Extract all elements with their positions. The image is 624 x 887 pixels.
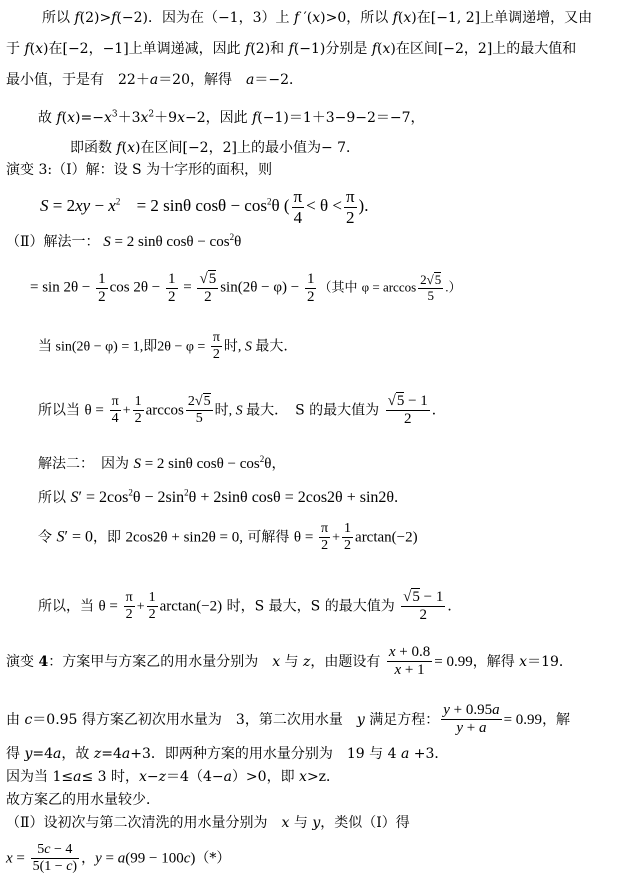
- text-line-20: 故方案乙的用水量较少．: [6, 792, 160, 808]
- text-line-11: 所以当 θ = $\frac{\pi}{4}$ + $\frac{1}{2}$ arccos $\frac{2√5}{5}$ 时, S 最大． S 的最大值为 $\frac{√5 - 1}{2}$ ．: [38, 393, 446, 428]
- text-line-4: 故 $f(x)=-x^3+3x^2+9x-2$，因此 f(−1)＝1＋3−9−2＝−7，: [38, 109, 425, 126]
- text-line-15: 所以，当 θ = $\frac{\pi}{2}$ + $\frac{1}{2}$ arctan(−2) 时，S 最大，S 的最大值为 $\frac{√5 - 1}{2}$ ．: [38, 589, 462, 624]
- text-line-6: 演变 3:（Ⅰ）解：设 S 为十字形的面积，则: [6, 162, 273, 178]
- text-line-10: 当 sin(2θ − φ) = 1,即2θ − φ = $\frac{\pi}{2}$ 时, S 最大.: [38, 330, 288, 363]
- text-line-1: 所以 f(2)>f(−2)．因为在（−1，3）上 f ′(x)>0，所以 f(x)在[−1, 2]上单调递增，又由: [42, 10, 593, 26]
- text-line-21: （Ⅱ）设初次与第二次清洗的用水量分别为 x 与 y，类似（Ⅰ）得: [6, 815, 410, 831]
- formula-line-7: $S = 2xy - x^2 = 2$ sinθ $\cos\theta - \cos^2\theta$ ( $\frac{\pi}{4}$ < θ < $\frac{\pi}{2}$ ).: [40, 187, 369, 227]
- text-line-12: 解法二： 因为 S = 2 sinθ $\cos\theta - \cos^2\theta$，: [38, 454, 286, 472]
- text-line-18: 得 y=4a，故 z=4a+3．即两种方案的用水量分别为 19 与 4 a +3．: [6, 746, 449, 762]
- text-line-17: 由 c＝0.95 得方案乙初次用水量为 3，第二次用水量 y 满足方程： $\frac{y + 0.95a}{y + a}$ = 0.99，解: [6, 702, 571, 737]
- text-line-22: x = $\frac{5c - 4}{5(1 - c)}$ ，y = a(99 − 100c)（*）: [6, 842, 231, 875]
- text-line-3: 最小值，于是有 22＋a＝20，解得 a＝−2．: [6, 72, 304, 88]
- text-line-19: 因为当 1≤a≤ 3 时，x−z＝4（4−a）>0，即 x>z．: [6, 769, 341, 785]
- text-line-2: 于 f(x)在[−2，−1]上单调递减，因此 f(2)和 f(−1)分别是 f(x)在区间[−2，2]上的最大值和: [6, 41, 577, 57]
- text-line-13: 所以 $S' = 2\cos^2\theta - 2\sin^2\theta + 2\sin\theta$ cosθ = 2cos2θ + sin2θ.: [38, 487, 399, 506]
- text-line-8: （Ⅱ）解法一： S = 2 sinθ $\cos\theta - \cos^2\theta$: [6, 232, 242, 250]
- text-line-16: 演变 4：方案甲与方案乙的用水量分别为 x 与 z，由题设有 $\frac{x + 0.8}{x + 1}$ = 0.99，解得 x＝19．: [6, 644, 573, 679]
- formula-line-9: = sin 2θ − $\frac{1}{2}$ cos 2θ − $\frac{1}{2}$ = $\frac{√5}{2}$ sin(2θ − φ) − $\frac{1}{2}$ （其中 φ = arccos $\frac{2√5}{5}$ .）: [30, 270, 462, 306]
- text-line-14: 令 S′ = 0，即 2cos2θ + sin2θ = 0, 可解得 θ = $\frac{\pi}{2}$ + $\frac{1}{2}$ arctan(−2): [38, 521, 418, 554]
- text-line-5: 即函数 f(x)在区间[−2，2]上的最小值为− 7．: [70, 140, 361, 156]
